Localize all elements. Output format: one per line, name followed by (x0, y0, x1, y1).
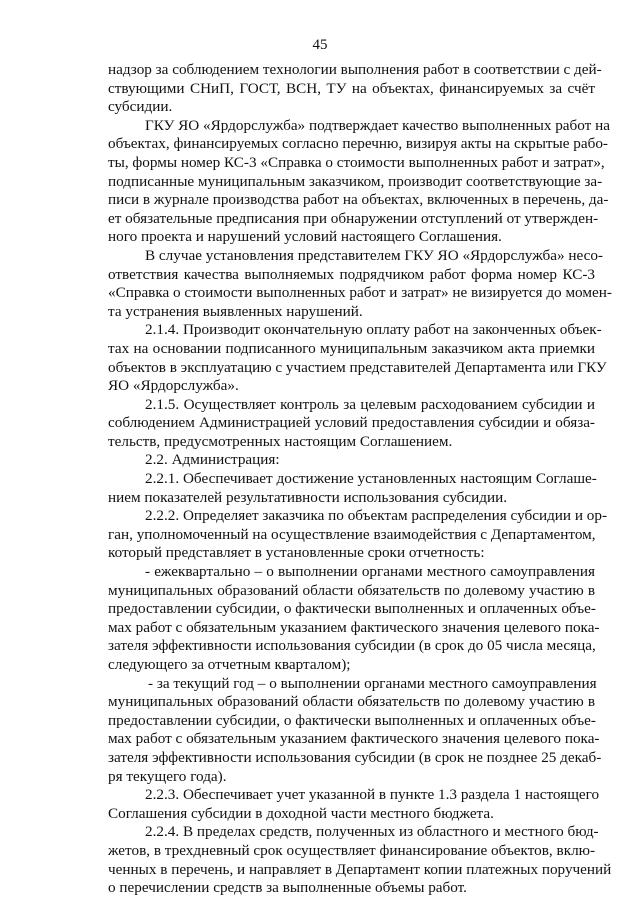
text-line: жетов, в трехдневный срок осуществляет финансирование объектов, вклю- (108, 841, 596, 859)
text-line: 2.2.4. В пределах средств, полученных из областного и местного бюд- (145, 823, 599, 841)
text-line: 2.2.3. Обеспечивает учет указанной в пункте 1.3 раздела 1 настоящего (145, 786, 600, 804)
text-line: ствующими СНиП, ГОСТ, ВСН, ТУ на объектах, финансируемых за счёт (108, 79, 595, 97)
text-line: объектах, финансируемых согласно перечню, визируя акты на скрытые рабо- (108, 135, 608, 153)
text-line: ты, формы номер КС-3 «Справка о стоимости выполненных работ и затрат», (108, 153, 605, 171)
document-body (108, 61, 612, 898)
text-line: та устранения выявленных нарушений. (108, 302, 363, 320)
text-line: 2.1.5. Осуществляет контроль за целевым расходованием субсидии и (145, 395, 595, 413)
text-line: 2.2.2. Определяет заказчика по объектам распределения субсидии и ор- (145, 507, 608, 525)
text-line: ченных в перечень, и направляет в Департамент копии платежных поручений (108, 860, 612, 878)
text-line: ГКУ ЯО «Ярдорслужба» подтверждает качество выполненных работ на (145, 116, 610, 134)
text-line: который представляет в установленные сроки отчетность: (108, 544, 485, 562)
text-line: 2.1.4. Производит окончательную оплату работ на законченных объек- (145, 321, 602, 339)
text-line: муниципальных образований области обязательств по долевому участию в (108, 693, 595, 711)
paragraph-2-2-1 (108, 470, 595, 507)
text-line: ет обязательные предписания при обнаружении отступлений от утвержден- (108, 209, 599, 227)
text-line: зателя эффективности использования субсидии (в срок не позднее 25 декаб- (108, 748, 602, 766)
paragraph-2-2-4 (108, 823, 612, 897)
text-line: мах работ с обязательным указанием фактического значения целевого пока- (108, 730, 600, 748)
text-line: надзор за соблюдением технологии выполнения работ в соответствии с дей- (108, 61, 602, 78)
paragraph-quality-confirmation (108, 116, 610, 247)
text-line: ного проекта и нарушений условий настоящего Соглашения. (108, 228, 502, 246)
text-line: муниципальных образований области обязательств по долевому участию в (108, 581, 595, 599)
text-line: соблюдением Администрацией условий предоставления субсидии и обяза- (108, 414, 595, 432)
text-line: тельств, предусмотренных настоящим Соглашением. (108, 432, 453, 450)
text-line: В случае установления представителем ГКУ ЯО «Ярдорслужба» несо- (145, 246, 603, 264)
paragraph-2-2-3 (108, 786, 600, 823)
text-line: зателя эффективности использования субсидии (в срок до 05 числа месяца, (108, 637, 596, 655)
text-line: 2.2.1. Обеспечивает достижение установленных настоящим Соглаше- (145, 470, 597, 488)
text-line: ответствия качества выполняемых подрядчиком работ форма номер КС-3 (108, 265, 595, 283)
text-line: ган, уполномоченный на осуществление взаимодействия с Департаментом, (108, 525, 596, 543)
text-line: Соглашения субсидии в доходной части местного бюджета. (108, 804, 494, 822)
text-line: «Справка о стоимости выполненных работ и затрат» не визируется до момен- (108, 284, 612, 302)
paragraph-continuation (108, 61, 602, 117)
text-line: субсидии. (108, 98, 173, 116)
text-line: объектов в эксплуатацию с участием представителей Департамента или ГКУ (108, 358, 607, 376)
text-line: - ежеквартально – о выполнении органами местного самоуправления (145, 563, 595, 581)
text-line: ЯО «Ярдорслужба». (108, 377, 239, 395)
text-line: 2.2. Администрация: (145, 451, 280, 469)
paragraph-annual-report (108, 674, 602, 787)
text-line: следующего за отчетным кварталом); (108, 656, 351, 673)
text-line: подписанные муниципальным заказчиком, производит соответствующие за- (108, 172, 603, 190)
paragraph-2-2-heading (108, 451, 595, 470)
text-line: о перечислении средств за выполненные объемы работ. (108, 879, 467, 897)
text-line: предоставлении субсидии, о фактически выполненных и оплаченных объе- (108, 600, 596, 618)
text-line: нием показателей результативности использования субсидии. (108, 488, 508, 506)
text-line: - за текущий год – о выполнении органами местного самоуправления (148, 674, 597, 692)
paragraph-2-1-4 (108, 321, 607, 395)
text-line: ря текущего года). (108, 767, 227, 785)
text-line: писи в журнале производства работ на объектах, включенных в перечень, да- (108, 191, 609, 209)
text-line: предоставлении субсидии, о фактически выполненных и оплаченных объе- (108, 711, 596, 729)
paragraph-quarterly-report (108, 563, 600, 675)
paragraph-nonconformity (108, 246, 612, 321)
paragraph-2-1-5 (108, 396, 595, 452)
paragraph-2-2-2 (108, 507, 608, 563)
text-line: тах на основании подписанного муниципальным заказчиком акта приемки (108, 339, 595, 357)
page-number: 45 (312, 37, 328, 53)
text-line: мах работ с обязательным указанием фактического значения целевого пока- (108, 618, 600, 636)
